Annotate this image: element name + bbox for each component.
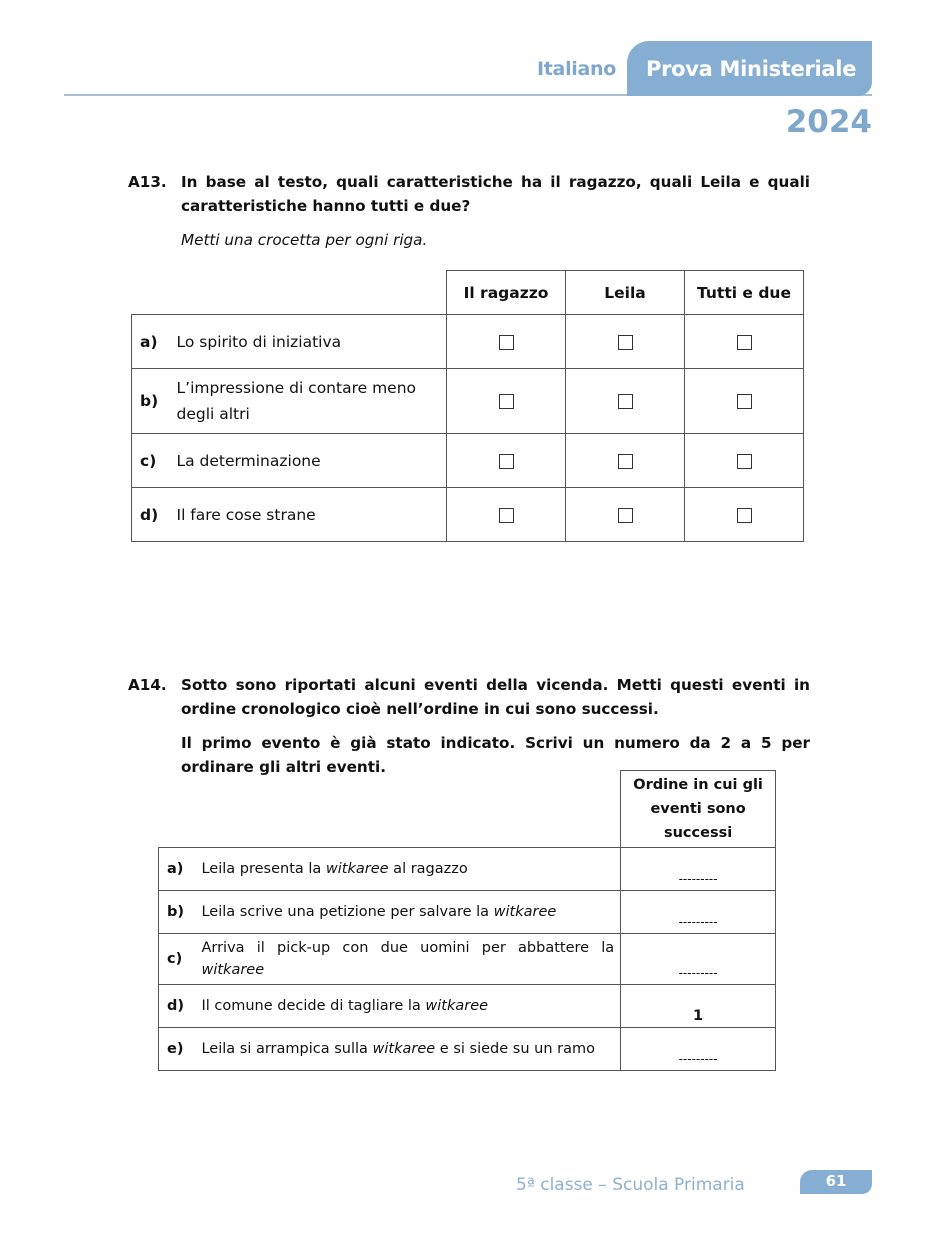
row-text: Leila scrive una petizione per salvare la witkaree (195, 891, 620, 934)
row-label: e) (159, 1028, 196, 1071)
row-text: Leila presenta la witkaree al ragazzo (195, 848, 620, 891)
table-corner (132, 271, 447, 315)
order-answer-field[interactable]: --------- (621, 934, 776, 985)
checkbox-icon[interactable] (618, 454, 633, 469)
order-answer-given: 1 (621, 985, 776, 1028)
table-corner (159, 771, 621, 848)
question-a14 (128, 673, 810, 779)
checkbox-icon[interactable] (737, 454, 752, 469)
checkbox-icon[interactable] (618, 335, 633, 350)
checkbox-icon[interactable] (499, 394, 514, 409)
table-row (132, 488, 804, 542)
checkbox-icon[interactable] (737, 335, 752, 350)
row-text: Arriva il pick-up con due uomini per abbattere la witkaree (195, 934, 620, 985)
header-tab (627, 41, 872, 96)
table-row (159, 891, 776, 934)
question-text: Sotto sono riportati alcuni eventi della vicenda. Metti questi eventi in ordine cronologico cioè nell’ordine in cui sono successi. (181, 676, 810, 718)
table-row (159, 985, 776, 1028)
page-number-badge (800, 1170, 872, 1194)
order-answer-field[interactable]: --------- (621, 848, 776, 891)
column-header-leila: Leila (566, 271, 685, 315)
order-answer-field[interactable]: --------- (621, 1028, 776, 1071)
row-label: d) (159, 985, 196, 1028)
table-row (159, 1028, 776, 1071)
table-row (159, 848, 776, 891)
question-number: A14. (128, 676, 167, 694)
order-answer-field[interactable]: --------- (621, 891, 776, 934)
row-text: La determinazione (172, 434, 447, 488)
row-text: Il comune decide di tagliare la witkaree (195, 985, 620, 1028)
table-row (159, 934, 776, 985)
header-tab-label: Prova Ministeriale (646, 57, 857, 81)
row-label: b) (159, 891, 196, 934)
table-row (132, 315, 804, 369)
checkbox-icon[interactable] (618, 508, 633, 523)
row-label: c) (132, 434, 172, 488)
a13-table (131, 270, 804, 542)
footer-class-label: 5ª classe – Scuola Primaria (516, 1175, 745, 1195)
checkbox-icon[interactable] (499, 335, 514, 350)
table-row (132, 369, 804, 434)
checkbox-icon[interactable] (499, 454, 514, 469)
column-header-tutti-e-due: Tutti e due (685, 271, 804, 315)
table-row (132, 434, 804, 488)
row-label: a) (132, 315, 172, 369)
row-label: b) (132, 369, 172, 434)
question-instruction: Il primo evento è già stato indicato. Scrivi un numero da 2 a 5 per ordinare gli altri eventi. (181, 734, 810, 776)
header-year: 2024 (785, 104, 872, 140)
question-text: In base al testo, quali caratteristiche ha il ragazzo, quali Leila e quali caratteristiche hanno tutti e due? (181, 173, 810, 215)
row-label: c) (159, 934, 196, 985)
column-header-ragazzo: Il ragazzo (447, 271, 566, 315)
row-text: Il fare cose strane (172, 488, 447, 542)
row-text: Lo spirito di iniziativa (172, 315, 447, 369)
checkbox-icon[interactable] (618, 394, 633, 409)
column-header-order: Ordine in cui gli eventi sono successi (621, 771, 776, 848)
question-a13 (128, 170, 810, 252)
row-text: L’impressione di contare meno degli altri (172, 369, 447, 434)
question-instruction: Metti una crocetta per ogni riga. (181, 231, 428, 249)
checkbox-icon[interactable] (499, 508, 514, 523)
subject-label: Italiano (537, 58, 616, 80)
row-text: Leila si arrampica sulla witkaree e si siede su un ramo (195, 1028, 620, 1071)
page-number: 61 (825, 1172, 847, 1190)
row-label: d) (132, 488, 172, 542)
checkbox-icon[interactable] (737, 508, 752, 523)
question-number: A13. (128, 173, 167, 191)
checkbox-icon[interactable] (737, 394, 752, 409)
row-label: a) (159, 848, 196, 891)
a14-table (158, 770, 776, 1071)
